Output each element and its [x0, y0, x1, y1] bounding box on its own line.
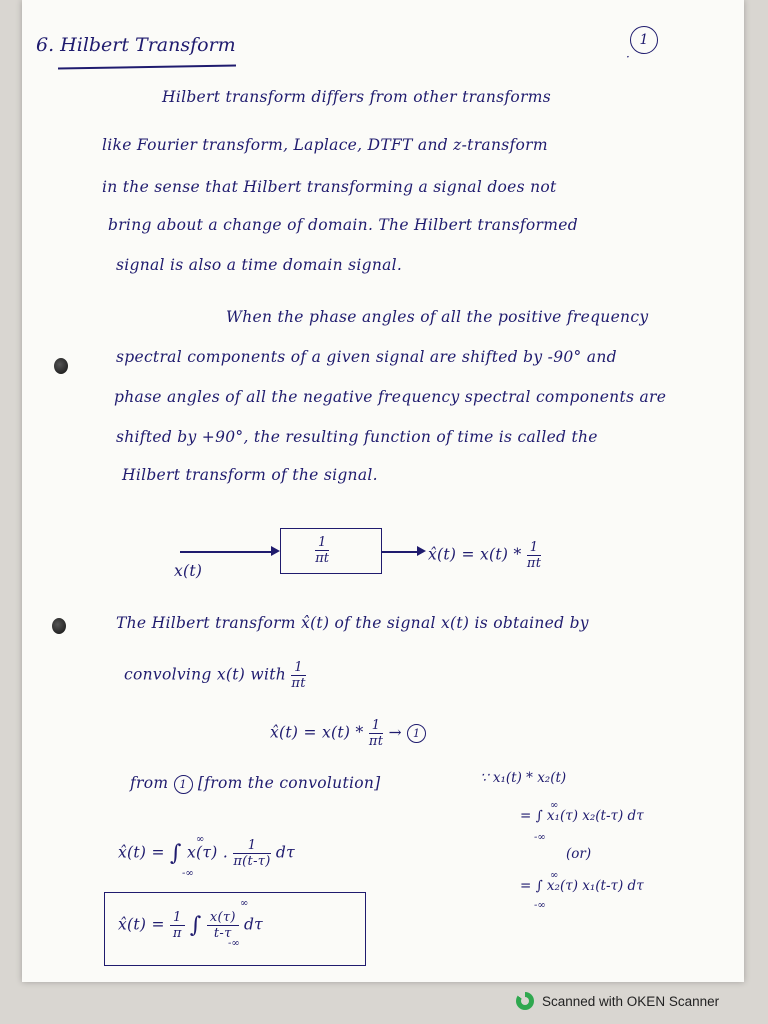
output-arrow-line: [382, 551, 418, 553]
para2-line4: shifted by +90°, the resulting function of time is called the: [116, 428, 598, 446]
input-arrow-head: [271, 546, 280, 556]
eq2-lower-limit: -∞: [182, 868, 194, 879]
para2-line3: phase angles of all the negative frequency spectral components are: [114, 388, 667, 406]
output-arrow-head: [417, 546, 426, 556]
para1-line1: Hilbert transform differs from other transforms: [162, 88, 552, 106]
para2-line5: Hilbert transform of the signal.: [122, 466, 378, 484]
title-underline: [58, 64, 236, 69]
input-arrow-line: [180, 551, 272, 553]
from-line: from 1 [from the convolution]: [130, 774, 381, 792]
box-fraction: $\frac{1}{\pi t}$: [315, 535, 330, 566]
diagram-output: x̂(t) = x(t) * $\frac{1}{\pi t}$: [428, 540, 542, 571]
para1-line2: like Fourier transform, Laplace, DTFT and z-transform: [102, 136, 548, 154]
from-label-circle: 1: [174, 775, 193, 794]
conv-note-or: (or): [566, 846, 592, 862]
para1-line5: signal is also a time domain signal.: [116, 256, 403, 274]
conv-note-upper-2: ∞: [550, 870, 559, 881]
hilbert-filter-box: [280, 528, 382, 574]
conv-note-lower-1: -∞: [534, 832, 546, 843]
page-title: 6. Hilbert Transform: [36, 34, 236, 56]
conv-note-line1: ∵ x₁(t) * x₂(t): [480, 770, 567, 786]
footer-text: Scanned with OKEN Scanner: [542, 993, 720, 1009]
equation-label-1: 1: [407, 724, 426, 743]
conv-note-lower-2: -∞: [534, 900, 546, 911]
scanner-logo-icon: [516, 992, 534, 1010]
eq3-upper-limit: ∞: [240, 898, 249, 909]
diagram-input-label: x(t): [174, 562, 203, 580]
output-fraction: $\frac{1}{\pi t}$: [526, 540, 542, 571]
equation-1: x̂(t) = x(t) * $\frac{1}{\pi t}$ → 1: [270, 718, 426, 749]
binder-hole-1: [54, 358, 68, 374]
equation-2: x̂(t) = ∫ x(τ) . $\frac{1}{\pi(t-\tau)}$ dτ: [118, 838, 295, 869]
para3-line1: The Hilbert transform x̂(t) of the signal x(t) is obtained by: [116, 614, 589, 632]
eq2-upper-limit: ∞: [196, 834, 205, 845]
page-number: 1: [630, 26, 658, 54]
conv-note-line4: = ∫ x₂(τ) x₁(t-τ) dτ: [520, 878, 644, 894]
para1-line4: bring about a change of domain. The Hilbert transformed: [108, 216, 578, 234]
para3-line2: convolving x(t) with $\frac{1}{\pi t}$: [124, 660, 306, 691]
scanner-footer: [516, 992, 719, 1010]
equation-3: x̂(t) = $\frac{1}{\pi}$ ∫ $\frac{x(\tau)}{t-\tau}$ dτ: [118, 910, 264, 941]
notebook-page: [22, 0, 744, 982]
para2-line2: spectral components of a given signal are shifted by -90° and: [116, 348, 617, 366]
eq3-lower-limit: -∞: [228, 938, 240, 949]
para2-line1: When the phase angles of all the positive frequency: [226, 308, 649, 326]
page-number-dot: ·: [626, 50, 630, 64]
conv-note-upper-1: ∞: [550, 800, 559, 811]
conv-note-line2: = ∫ x₁(τ) x₂(t-τ) dτ: [520, 808, 644, 824]
para1-line3: in the sense that Hilbert transforming a signal does not: [102, 178, 557, 196]
integral-sign: ∫: [170, 841, 182, 866]
binder-hole-2: [52, 618, 66, 634]
convolve-fraction: $\frac{1}{\pi t}$: [291, 660, 306, 691]
